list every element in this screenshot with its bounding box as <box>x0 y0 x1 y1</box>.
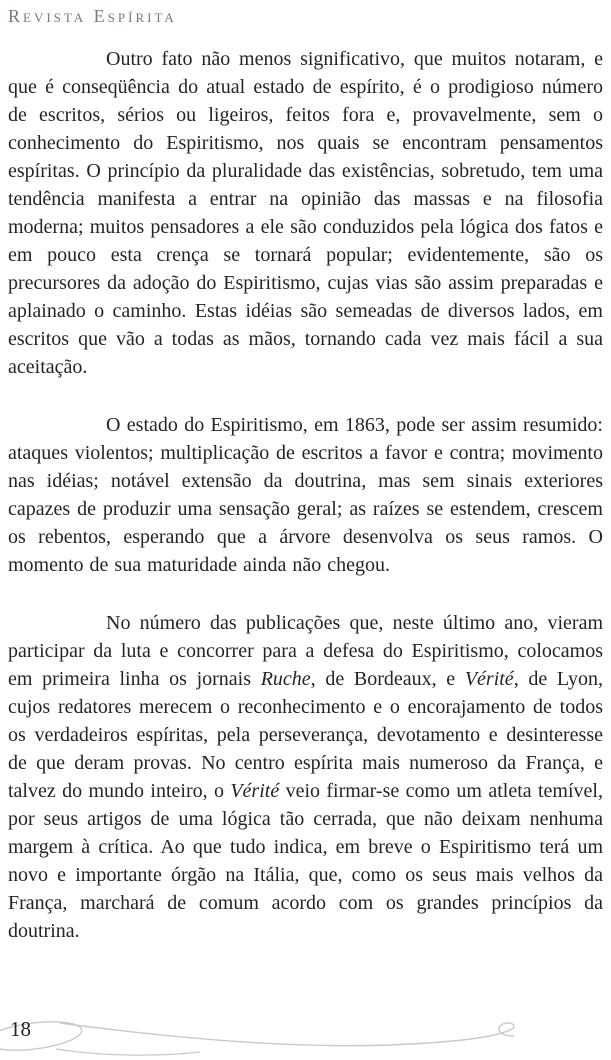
paragraph <box>8 411 603 579</box>
paragraph <box>8 45 603 381</box>
article-body <box>8 45 603 975</box>
page-number: 18 <box>10 1017 31 1041</box>
journal-title-italic: Vérité <box>230 780 280 802</box>
journal-title-italic: Ruche <box>260 668 311 690</box>
flourish-sweep <box>60 1023 514 1046</box>
flourish-tail <box>56 1049 200 1055</box>
text-run: veio firmar-se como um atleta temível, por seus artigos de uma lógica tão cerrada, que não deixam nenhuma margem à crítica. Ao que tudo indica, em breve o Espiritismo terá um novo e importante órgão na Itália, que, como os seus mais velhos da França, marchará de comum acordo com os grandes princípios da doutrina. <box>8 780 603 942</box>
text-run: Outro fato não menos significativo, que muitos notaram, e que é conseqüência do atual estado de espírito, é o prodigioso número de escritos, sérios ou ligeiros, feitos fora e, provavelmente, sem o conhecimento do Espiritismo, nos quais se encontram pensamentos espíritas. O princípio da pluralidade das existências, sobretudo, tem uma tendência manifesta a entrar na opinião das massas e na filosofia moderna; muitos pensadores a ele são conduzidos pela lógica dos fatos e em pouco esta crença se tornará popular; evidentemente, são os precursores da adoção do Espiritismo, cujas vias são assim preparadas e aplainado o caminho. Estas idéias são semeadas de diversos lados, em escritos que vão a todas as mãos, tornando cada vez mais fácil a sua aceitação. <box>8 48 603 378</box>
journal-title-italic: Vérité <box>464 668 514 690</box>
text-run: , de Bordeaux, e <box>310 668 465 690</box>
flourish-ornament-icon <box>0 1010 560 1060</box>
page-footer <box>0 1004 611 1059</box>
text-run: O estado do Espiritismo, em 1863, pode ser assim resumido: ataques violentos; multiplicação de escritos a favor e contra; movimento nas idéias; notável extensão da doutrina, mas sem sinais exteriores capazes de produzir uma sensação geral; as raízes se estendem, crescem os rebentos, esperando que a árvore desenvolva os seus ramos. O momento de sua maturidade ainda não chegou. <box>8 414 603 576</box>
text-run: No número das publicações que, neste último ano, vieram participar da luta e concorrer para a defesa do Espiritismo, colocamos em primeira linha os jornais <box>8 612 603 690</box>
text-run: , de Lyon, cujos redatores merecem o reconhecimento e o encorajamento de todos os verdadeiros espíritas, pela perseverança, devotamento e desinteresse de que deram provas. No centro espírita mais numeroso da França, e talvez do mundo inteiro, o <box>8 668 603 802</box>
running-header: Revista Espírita <box>8 6 177 26</box>
paragraph <box>8 609 603 945</box>
